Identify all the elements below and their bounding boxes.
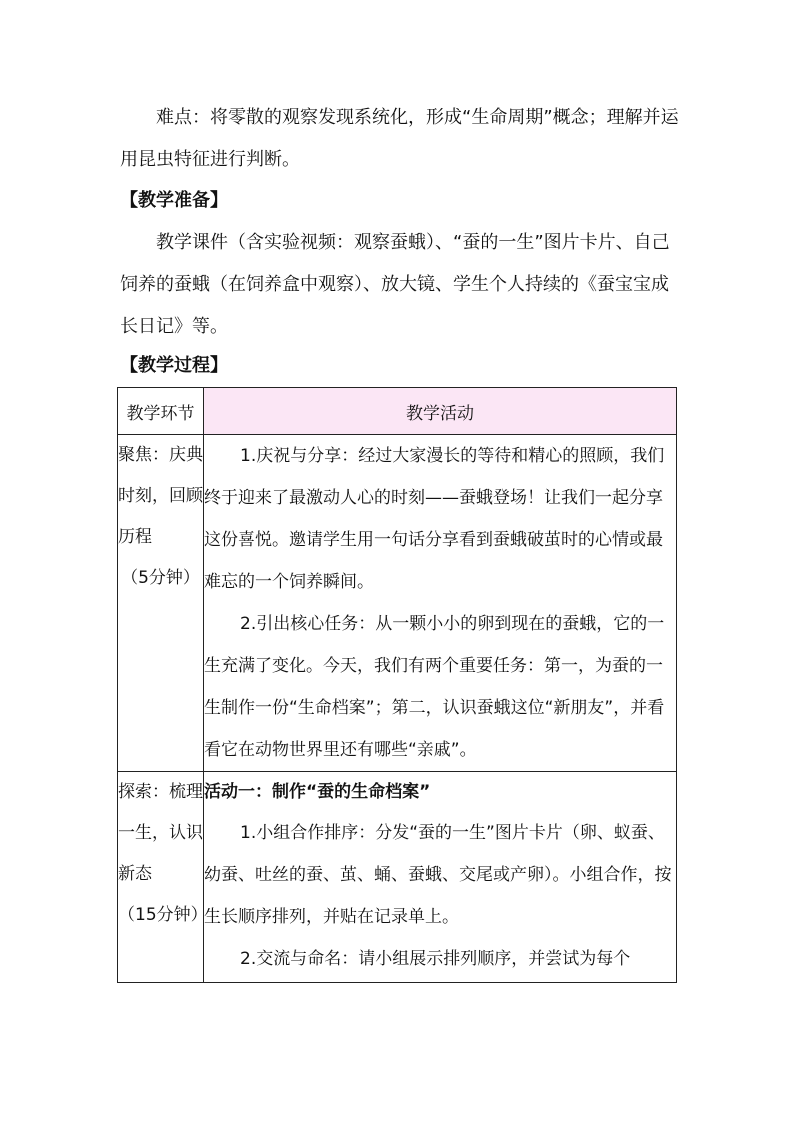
difficulty-paragraph: 难点：将零散的观察发现系统化，形成“生命周期”概念；理解并运用昆虫特征进行判断。: [120, 107, 679, 170]
table-row: [118, 772, 677, 983]
activity-cell: [204, 772, 677, 983]
activity-title: 活动一：制作“蚕的生命档案”: [204, 782, 431, 802]
stage-cell: [118, 435, 204, 772]
stage-duration: （5分钟）: [121, 568, 200, 588]
activity-paragraph: 2.交流与命名：请小组展示排列顺序，并尝试为每个: [240, 949, 631, 969]
activity-paragraph: 1.小组合作排序：分发“蚕的一生”图片卡片（卵、蚁蚕、幼蚕、吐丝的蚕、茧、蛹、蚕蛾、交尾或产卵）。小组合作，按生长顺序排列，并贴在记录单上。: [204, 823, 672, 927]
table-row: [118, 435, 677, 772]
stage-label: 聚焦：庆典时刻，回顾历程: [118, 445, 203, 547]
stage-cell: [118, 772, 208, 983]
header-activity: 教学活动: [204, 388, 677, 435]
prep-heading: 【教学准备】: [120, 190, 228, 211]
table-header-row: [118, 388, 677, 435]
process-heading: 【教学过程】: [120, 355, 228, 376]
stage-label: 探索：梳理一生，认识新态: [118, 782, 203, 884]
header-stage: 教学环节: [118, 388, 204, 435]
activity-paragraph: 2.引出核心任务：从一颗小小的卵到现在的蚕蛾，它的一生充满了变化。今天，我们有两个重要任务：第一，为蚕的一生制作一份“生命档案”；第二，认识蚕蛾这位“新朋友”，并看看它在动物世界里还有哪些“亲戚”。: [204, 614, 665, 760]
stage-duration: （15分钟）: [118, 905, 208, 925]
lesson-table: [117, 387, 677, 983]
activity-cell: [204, 435, 677, 772]
prep-paragraph: 教学课件（含实验视频：观察蚕蛾）、“蚕的一生”图片卡片、自己饲养的蚕蛾（在饲养盒中观察）、放大镜、学生个人持续的《蚕宝宝成长日记》等。: [120, 232, 670, 337]
activity-paragraph: 1.庆祝与分享：经过大家漫长的等待和精心的照顾，我们终于迎来了最激动人心的时刻——蚕蛾登场！让我们一起分享这份喜悦。邀请学生用一句话分享看到蚕蛾破茧时的心情或最难忘的一个饲养瞬间。: [204, 446, 665, 592]
